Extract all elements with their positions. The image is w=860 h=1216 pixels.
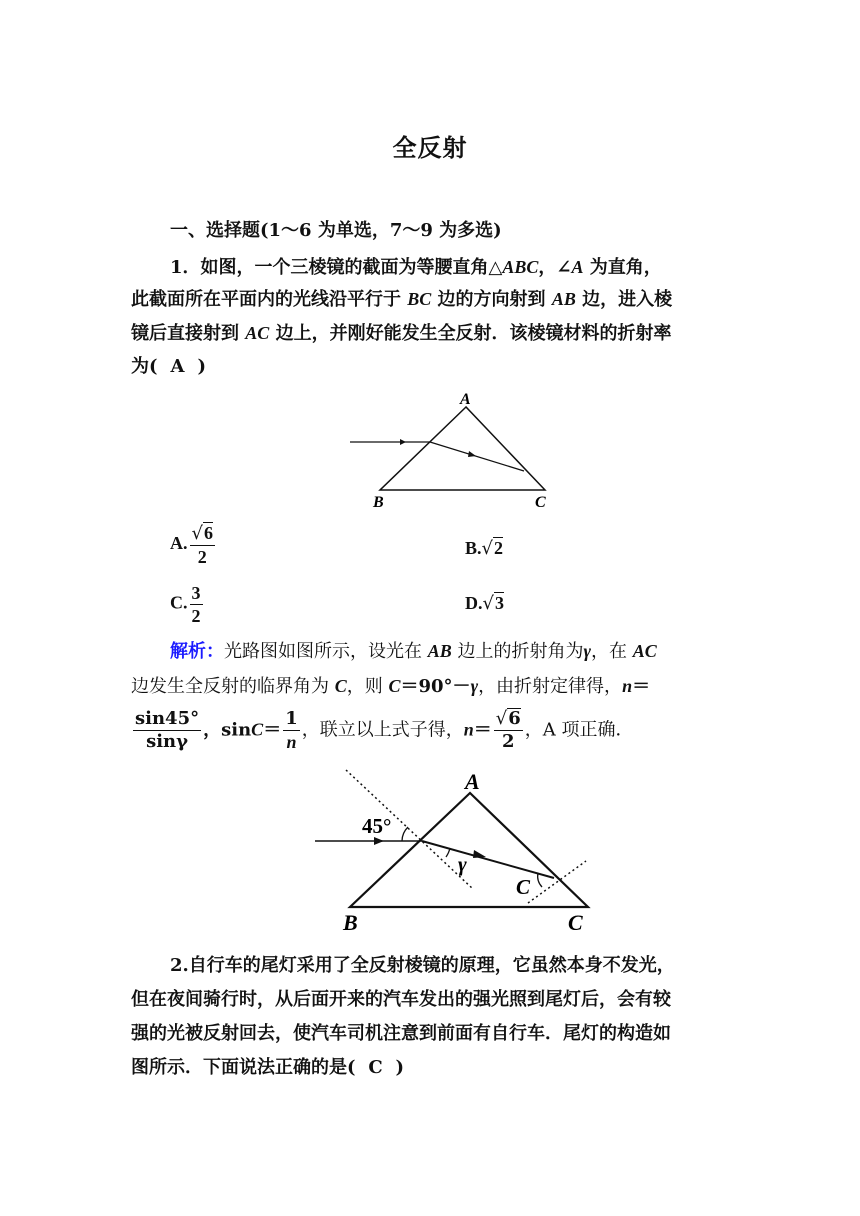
q2-line-1: 2.自行车的尾灯采用了全反射棱镜的原理，它虽然本身不发光，: [170, 955, 675, 976]
text: ，则: [346, 676, 389, 697]
text: γ: [583, 641, 591, 661]
vertex-label-a: A: [460, 391, 471, 408]
vertex-label-b: B: [343, 910, 358, 935]
numerator: 6: [203, 523, 213, 543]
text: ，A 项正确．: [524, 719, 634, 741]
section-heading: 一、选择题(1～6 为单选，7～9 为多选): [170, 220, 502, 241]
text: 此截面所在平面内的光线沿平行于: [131, 289, 408, 310]
option-b: B.√2: [465, 538, 503, 559]
text: C: [251, 719, 264, 740]
text: ，sin: [203, 719, 252, 741]
angle-arc: [446, 848, 450, 857]
q1-line-1: [170, 256, 770, 279]
text: ABC: [502, 257, 539, 277]
vertex-label-b: B: [373, 494, 384, 511]
prism-triangle: [380, 407, 545, 490]
radicand: 3: [494, 593, 504, 613]
denominator: sinγ: [146, 731, 189, 752]
refracted-ray: [430, 442, 524, 471]
analysis-line-1: [170, 640, 770, 663]
radicand: 2: [494, 538, 503, 558]
text: ＝: [632, 676, 651, 697]
vertex-label-c: C: [568, 910, 583, 935]
angle-arc: [402, 827, 408, 841]
text: 1．如图，一个三棱镜的截面为等腰直角△: [170, 257, 503, 278]
q1-line-4: [131, 356, 731, 378]
text: 边上，并刚好能发生全反射．该棱镜材料的折射率: [269, 323, 672, 344]
text: AC: [245, 323, 270, 343]
vertex-label-a: A: [465, 769, 480, 794]
text: 图所示．下面说法正确的是(: [131, 1057, 356, 1078]
prism-figure-2: [310, 765, 600, 940]
analysis-line-2: [131, 675, 731, 698]
text: 边的方向射到: [431, 289, 552, 310]
text: ): [395, 1057, 405, 1078]
fraction: [283, 708, 300, 753]
fraction: $\frac{√6}{2}$: [495, 708, 521, 752]
text: ，在: [590, 641, 633, 662]
analysis-line-3: [131, 708, 731, 753]
text: 为直角，: [583, 257, 662, 278]
denominator: n: [286, 732, 297, 752]
text: 为(: [131, 356, 158, 377]
arrow-icon: [400, 439, 406, 445]
text: ，联立以上式子得，: [301, 719, 464, 741]
text: C: [334, 676, 347, 696]
q1-line-2: [131, 288, 731, 311]
text: ，∠: [538, 257, 572, 278]
angle-label-45: 45°: [362, 814, 392, 838]
text: AB: [427, 641, 452, 661]
q2-line-3: 强的光被反射回去，使汽车司机注意到前面有自行车．尾灯的构造如: [131, 1023, 671, 1044]
q2-line-4: [131, 1057, 731, 1079]
q2-line-2: 但在夜间骑行时，从后面开来的汽车发出的强光照到尾灯后，会有较: [131, 989, 671, 1010]
text: A: [571, 257, 584, 277]
denominator: 2: [501, 731, 515, 752]
option-c: [170, 582, 205, 627]
numerator: 3: [191, 583, 201, 603]
prism-figure-1: [340, 385, 570, 515]
numerator: 6: [508, 708, 521, 729]
fraction: [133, 708, 201, 753]
angle-label-gamma: γ: [458, 852, 467, 876]
text: ＝90°－: [400, 676, 471, 697]
denominator: 2: [197, 547, 207, 567]
option-label: C.: [170, 592, 188, 613]
text: n: [463, 719, 474, 740]
vertex-label-c: C: [535, 494, 546, 511]
q1-line-3: [131, 322, 731, 345]
denominator: 2: [191, 606, 201, 626]
option-label: A.: [170, 533, 188, 554]
arrow-icon: [468, 451, 476, 457]
fraction: [190, 582, 203, 627]
text: 边上的折射角为: [451, 641, 584, 662]
prism-triangle: [350, 793, 588, 907]
arrow-icon: [473, 850, 486, 858]
text: ＝: [473, 719, 492, 741]
option-label: D.: [465, 593, 483, 613]
text: AC: [632, 641, 657, 661]
text: n: [622, 676, 633, 696]
option-a: [170, 522, 217, 568]
numerator: sin45°: [135, 708, 200, 729]
answer: A: [170, 356, 185, 377]
text: 边，进入棱: [575, 289, 673, 310]
text: γ: [470, 676, 479, 696]
text: C: [388, 676, 401, 696]
option-label: B.: [465, 538, 482, 558]
text: ＝: [263, 719, 282, 741]
angle-label-c: C: [516, 875, 531, 899]
numerator: 1: [285, 708, 298, 729]
text: 镜后直接射到: [131, 323, 246, 344]
option-d: D.√3: [465, 593, 504, 614]
fraction: $\frac{√6}{2}$: [191, 523, 213, 567]
text: ，由折射定律得，: [478, 676, 623, 697]
page-title: 全反射: [392, 133, 468, 162]
text: 边发生全反射的临界角为: [131, 676, 335, 697]
text: AB: [551, 289, 576, 309]
arrow-icon: [374, 837, 384, 845]
text: BC: [407, 289, 432, 309]
text: ): [197, 356, 207, 377]
text: 光路图如图所示，设光在: [224, 641, 428, 662]
analysis-label: 解析：: [170, 641, 224, 662]
answer: C: [368, 1057, 383, 1078]
